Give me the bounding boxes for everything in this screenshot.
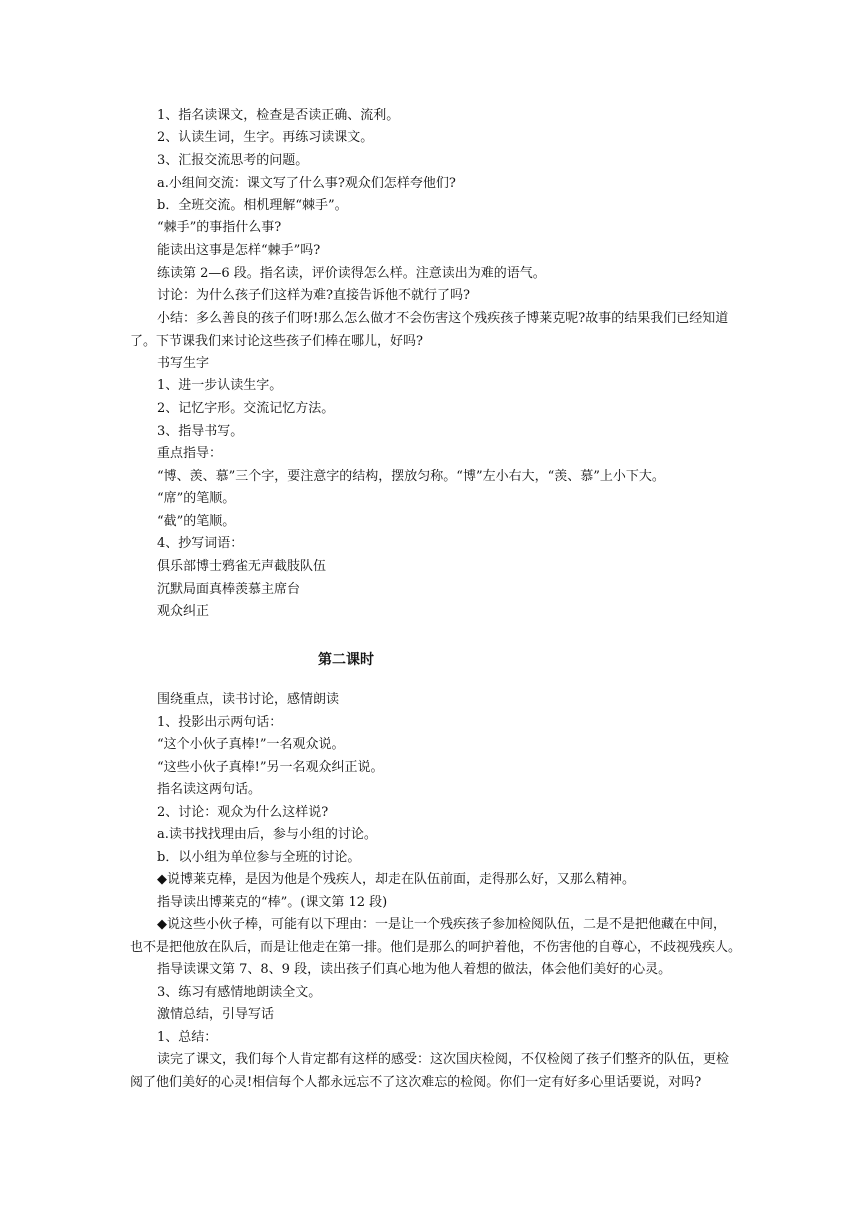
text-line: 小结：多么善良的孩子们呀!那么怎么做才不会伤害这个残疾孩子博莱克呢?故事的结果我们已经知道 bbox=[157, 311, 729, 326]
text-line: 1、指名读课文，检查是否读正确、流利。 bbox=[157, 108, 400, 123]
text-line: b．以小组为单位参与全班的讨论。 bbox=[157, 850, 361, 865]
text-line: 重点指导： bbox=[157, 446, 223, 461]
text-line: 也不是把他放在队后，而是让他走在第一排。他们是那么的呵护着他，不伤害他的自尊心，不歧视残疾人。 bbox=[130, 940, 742, 955]
text-line: 俱乐部博士鸦雀无声截肢队伍 bbox=[157, 559, 327, 574]
section-title: 第二课时 bbox=[318, 652, 374, 668]
text-line: 沉默局面真棒羡慕主席台 bbox=[157, 582, 301, 597]
text-line: “截”的笔顺。 bbox=[157, 514, 236, 529]
text-line: 指名读这两句话。 bbox=[157, 782, 262, 797]
text-line: ◆说这些小伙子棒，可能有以下理由：一是让一个残疾孩子参加检阅队伍，二是不是把他藏在中间， bbox=[157, 917, 726, 932]
text-line: 指导读课文第 7、8、9 段，读出孩子们真心地为他人着想的做法，体会他们美好的心灵。 bbox=[157, 962, 672, 977]
text-line: “席”的笔顺。 bbox=[157, 491, 236, 506]
text-line: “这些小伙子真棒!”另一名观众纠正说。 bbox=[157, 760, 384, 775]
text-line: 能读出这事是怎样“棘手”吗? bbox=[157, 243, 321, 258]
text-line: 3、练习有感情地朗读全文。 bbox=[157, 985, 322, 1000]
text-line: 练读第 2—6 段。指名读，评价读得怎么样。注意读出为难的语气。 bbox=[157, 266, 546, 281]
text-line: 1、进一步认读生字。 bbox=[157, 378, 283, 393]
text-line: a.小组间交流：课文写了什么事?观众们怎样夸他们? bbox=[157, 176, 456, 191]
text-line: b．全班交流。相机理解“棘手”。 bbox=[157, 198, 348, 213]
text-line: 1、投影出示两句话： bbox=[157, 715, 283, 730]
text-line: 激情总结，引导写话 bbox=[157, 1007, 275, 1022]
text-line: 3、指导书写。 bbox=[157, 424, 244, 439]
text-line: 读完了课文，我们每个人肯定都有这样的感受：这次国庆检阅，不仅检阅了孩子们整齐的队伍，更检 bbox=[157, 1052, 730, 1067]
text-line: ◆说博莱克棒，是因为他是个残疾人，却走在队伍前面，走得那么好，又那么精神。 bbox=[157, 872, 635, 887]
text-line: 2、记忆字形。交流记忆方法。 bbox=[157, 401, 335, 416]
text-line: “棘手”的事指什么事? bbox=[157, 220, 282, 235]
text-line: 3、汇报交流思考的问题。 bbox=[157, 153, 309, 168]
text-line: 4、抄写词语： bbox=[157, 536, 244, 551]
text-line: 2、讨论：观众为什么这样说? bbox=[157, 805, 329, 820]
text-line: 1、总结： bbox=[157, 1030, 218, 1045]
text-line: 围绕重点，读书讨论，感情朗读 bbox=[157, 692, 340, 707]
text-line: 指导读出博莱克的“棒”。(课文第 12 段) bbox=[157, 895, 388, 910]
text-line: 观众纠正 bbox=[157, 604, 210, 619]
text-line: 了。下节课我们来讨论这些孩子们棒在哪儿，好吗? bbox=[130, 334, 423, 349]
text-line: 讨论：为什么孩子们这样为难?直接告诉他不就行了吗? bbox=[157, 288, 470, 303]
text-line: “这个小伙子真棒!”一名观众说。 bbox=[157, 737, 345, 752]
text-line: 2、认读生词，生字。再练习读课文。 bbox=[157, 130, 374, 145]
text-line: 阅了他们美好的心灵!相信每个人都永远忘不了这次难忘的检阅。你们一定有好多心里话要说，对吗? bbox=[130, 1075, 702, 1090]
text-line: “博、羡、慕”三个字，要注意字的结构，摆放匀称。“博”左小右大，“羡、慕”上小下大。 bbox=[157, 469, 665, 484]
text-line: 书写生字 bbox=[157, 356, 210, 371]
text-line: a.读书找找理由后，参与小组的讨论。 bbox=[157, 827, 377, 842]
